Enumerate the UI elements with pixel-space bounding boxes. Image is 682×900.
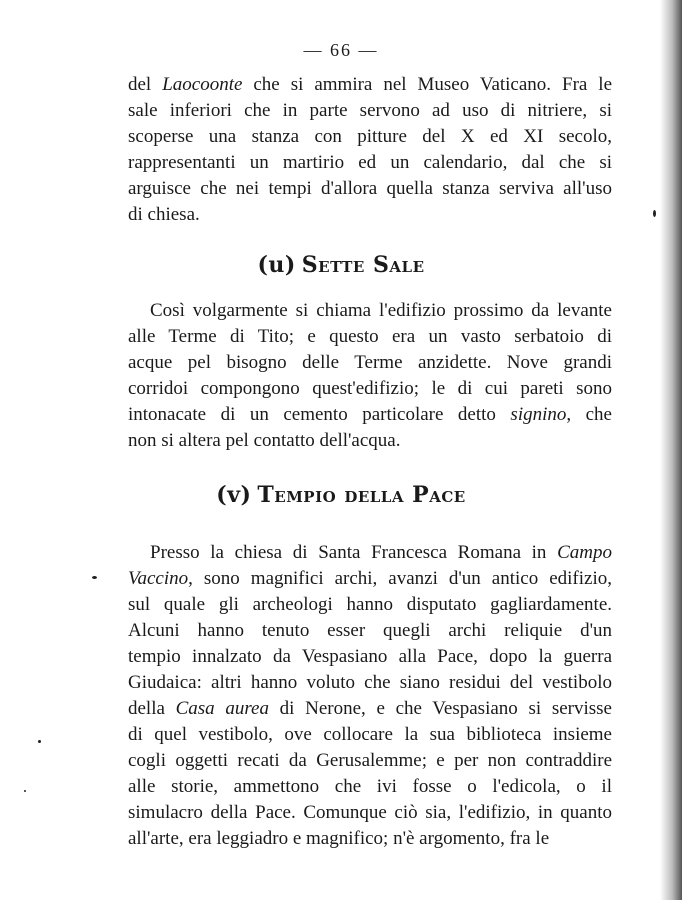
text-segment: non si altera pel contatto dell'acqua. (128, 430, 401, 451)
text-segment: del (128, 74, 163, 95)
heading-sette-sale (0, 252, 682, 278)
text-segment: sul quale gli archeologi hanno disputato gagliardamente. (128, 594, 612, 615)
scan-speck (24, 790, 26, 792)
scan-speck (653, 210, 656, 217)
text-line (128, 298, 612, 324)
text-line (128, 202, 612, 228)
text-segment: Giudaica: altri hanno voluto che siano residui del vestibolo (128, 672, 612, 693)
heading-label: (u) (257, 252, 296, 278)
text-segment: alle Terme di Tito; e questo era un vasto serbatoio di (128, 326, 612, 347)
text-segment: Campo (557, 542, 612, 563)
heading-title: Sette Sale (301, 252, 425, 278)
text-segment: Casa aurea (175, 698, 269, 719)
text-line (128, 124, 612, 150)
page-edge-shadow (660, 0, 682, 900)
text-line (128, 566, 612, 592)
text-segment: di quel vestibolo, ove collocare la sua biblioteca insieme (128, 724, 612, 745)
text-segment: della (128, 698, 176, 719)
heading-title: Tempio della Pace (257, 482, 466, 508)
text-segment: alle storie, ammettono che ivi fosse o l'edicola, o il (128, 776, 612, 797)
scan-speck (38, 740, 41, 743)
text-segment: rappresentanti un martirio ed un calendario, dal che si (128, 152, 612, 173)
text-segment: signino (510, 404, 567, 425)
scan-speck (92, 576, 97, 579)
text-line (128, 800, 612, 826)
text-segment: corridoi compongono quest'edifizio; le di cui pareti sono (128, 378, 612, 399)
text-line (128, 72, 612, 98)
paragraph-laocoonte (128, 72, 612, 228)
text-line (128, 748, 612, 774)
text-segment: arguisce che nei tempi d'allora quella stanza serviva all'uso (128, 178, 612, 199)
text-segment: di Nerone, e che Vespasiano si servisse (268, 698, 612, 719)
text-line (128, 350, 612, 376)
text-segment: , sono magnifici archi, avanzi d'un antico edifizio, (188, 568, 612, 589)
text-segment: cogli oggetti recati da Gerusalemme; e per non contraddire (128, 750, 612, 771)
text-segment: scoperse una stanza con pitture del X ed XI secolo, (128, 126, 612, 147)
page-number: — 66 — (303, 40, 379, 60)
text-segment: acque pel bisogno delle Terme anzidette. Nove grandi (128, 352, 612, 373)
heading-tempio-della-pace (0, 482, 682, 508)
heading-label: (v) (216, 482, 252, 508)
text-line (128, 176, 612, 202)
text-line (128, 774, 612, 800)
text-line (128, 150, 612, 176)
text-line (128, 592, 612, 618)
paragraph-sette-sale (128, 298, 612, 454)
text-segment: all'arte, era leggiadro e magnifico; n'è argomento, fra le (128, 828, 550, 849)
text-segment: intonacate di un cemento particolare detto (128, 404, 511, 425)
paragraph-tempio-della-pace (128, 540, 612, 852)
text-line (128, 644, 612, 670)
text-segment: , che (566, 404, 612, 425)
text-segment: Alcuni hanno tenuto esser quegli archi reliquie d'un (128, 620, 612, 641)
text-line (128, 324, 612, 350)
text-segment: Così volgarmente si chiama l'edifizio prossimo da levante (150, 300, 612, 321)
text-line (128, 670, 612, 696)
text-segment: Laocoonte (162, 74, 243, 95)
text-line (128, 402, 612, 428)
text-line (128, 98, 612, 124)
text-segment: simulacro della Pace. Comunque ciò sia, l'edifizio, in quanto (128, 802, 612, 823)
text-segment: di chiesa. (128, 204, 200, 225)
text-line (128, 428, 612, 454)
text-line (128, 618, 612, 644)
text-segment: Vaccino (128, 568, 189, 589)
text-segment: tempio innalzato da Vespasiano alla Pace, dopo la guerra (128, 646, 612, 667)
text-line (128, 540, 612, 566)
text-line (128, 376, 612, 402)
text-segment: che si ammira nel Museo Vaticano. Fra le (242, 74, 613, 95)
text-segment: sale inferiori che in parte servono ad uso di nitriere, si (128, 100, 612, 121)
text-line (128, 722, 612, 748)
text-line (128, 696, 612, 722)
text-segment: Presso la chiesa di Santa Francesca Romana in (150, 542, 558, 563)
text-line (128, 826, 612, 852)
